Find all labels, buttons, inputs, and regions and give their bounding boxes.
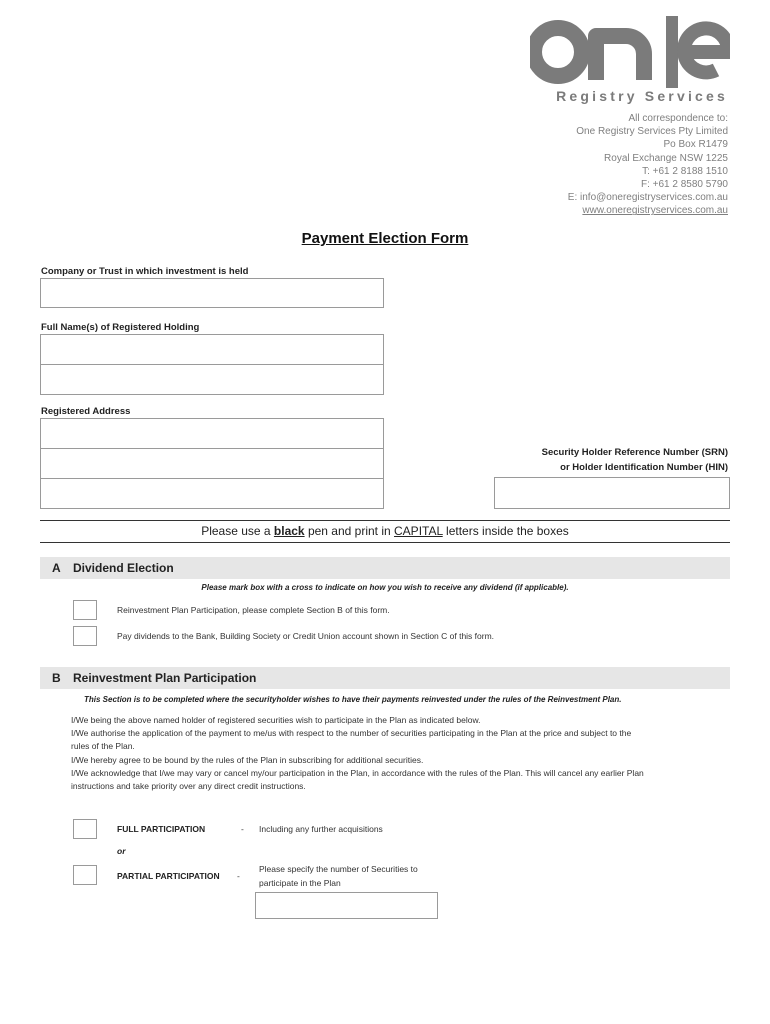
notice-capital: CAPITAL bbox=[394, 524, 443, 538]
full-participation-desc: Including any further acquisitions bbox=[259, 824, 383, 834]
notice-top-rule bbox=[40, 520, 730, 521]
notice-post: letters inside the boxes bbox=[442, 524, 569, 538]
instruction-notice bbox=[0, 524, 770, 538]
form-title: Payment Election Form bbox=[301, 230, 469, 247]
section-a-instruction: Please mark box with a cross to indicate on how you wish to receive any dividend (if applicable). bbox=[201, 583, 569, 592]
company-label: Company or Trust in which investment is held bbox=[41, 266, 249, 277]
partial-participation-label: PARTIAL PARTICIPATION bbox=[117, 871, 220, 881]
address-label: Registered Address bbox=[41, 406, 131, 417]
company-input[interactable] bbox=[40, 278, 384, 308]
declaration-line: instructions and take priority over any direct credit instructions. bbox=[71, 781, 306, 792]
full-participation-dash: - bbox=[241, 824, 244, 834]
partial-securities-input[interactable] bbox=[255, 892, 438, 919]
partial-participation-dash: - bbox=[237, 871, 240, 881]
section-b-declarations bbox=[71, 714, 721, 793]
partial-participation-desc-2: participate in the Plan bbox=[259, 878, 341, 888]
logo-tagline: Registry Services bbox=[556, 88, 728, 104]
section-b-header bbox=[40, 667, 730, 689]
one-registry-logo bbox=[530, 14, 730, 90]
section-a-header bbox=[40, 557, 730, 579]
section-a-letter: A bbox=[52, 561, 61, 575]
partial-participation-checkbox[interactable] bbox=[73, 865, 97, 885]
hin-label: or Holder Identification Number (HIN) bbox=[560, 462, 728, 473]
contact-po-box: Po Box R1479 bbox=[663, 139, 728, 151]
notice-pre: Please use a bbox=[201, 524, 274, 538]
section-b-letter: B bbox=[52, 671, 61, 685]
declaration-line: I/We acknowledge that I/we may vary or cancel my/our participation in the Plan, in accordance with the rules of the Plan. This will cancel any earlier Plan bbox=[71, 767, 644, 778]
notice-bottom-rule bbox=[40, 542, 730, 543]
contact-company: One Registry Services Pty Limited bbox=[576, 126, 728, 138]
partial-participation-desc-1: Please specify the number of Securities to bbox=[259, 864, 418, 874]
or-text: or bbox=[117, 846, 126, 856]
pay-to-bank-option-label: Pay dividends to the Bank, Building Society or Credit Union account shown in Section C of this form. bbox=[117, 631, 495, 641]
declaration-line: I/We hereby agree to be bound by the rules of the Plan in subscribing for additional securities. bbox=[71, 754, 424, 765]
declaration-line: I/We being the above named holder of registered securities wish to participate in the Plan as indicated below. bbox=[71, 715, 481, 725]
notice-mid: pen and print in bbox=[304, 524, 395, 538]
contact-fax: F: +61 2 8580 5790 bbox=[640, 179, 728, 191]
pay-to-bank-checkbox[interactable] bbox=[73, 626, 97, 646]
reinvestment-checkbox[interactable] bbox=[73, 600, 97, 620]
declaration-line: I/We authorise the application of the payment to me/us with respect to the number of securities participating in the Plan at the price and subject to the bbox=[71, 728, 632, 739]
holder-name-input-2[interactable] bbox=[40, 364, 384, 395]
address-input-2[interactable] bbox=[40, 448, 384, 479]
reinvestment-option-label: Reinvestment Plan Participation, please complete Section B of this form. bbox=[117, 605, 390, 615]
holder-name-input-1[interactable] bbox=[40, 334, 384, 365]
contact-block bbox=[470, 112, 728, 218]
address-input-1[interactable] bbox=[40, 418, 384, 449]
contact-phone: T: +61 2 8188 1510 bbox=[642, 165, 728, 177]
section-a-title: Dividend Election bbox=[73, 561, 174, 575]
contact-website-link[interactable]: www.oneregistryservices.com.au bbox=[582, 205, 728, 217]
contact-lead: All correspondence to: bbox=[628, 113, 728, 124]
full-participation-checkbox[interactable] bbox=[73, 819, 97, 839]
contact-locality: Royal Exchange NSW 1225 bbox=[604, 152, 728, 164]
section-b-instruction: This Section is to be completed where the securityholder wishes to have their payments reinvested under the rules of the Reinvestment Plan. bbox=[84, 695, 622, 704]
srn-label: Security Holder Reference Number (SRN) bbox=[541, 447, 728, 458]
address-input-3[interactable] bbox=[40, 478, 384, 509]
srn-hin-input[interactable] bbox=[494, 477, 730, 509]
declaration-line: rules of the Plan. bbox=[71, 741, 135, 752]
holder-label: Full Name(s) of Registered Holding bbox=[41, 322, 200, 333]
contact-email[interactable]: E: info@oneregistryservices.com.au bbox=[567, 192, 728, 204]
full-participation-label: FULL PARTICIPATION bbox=[117, 824, 206, 834]
section-b-title: Reinvestment Plan Participation bbox=[73, 671, 257, 685]
notice-black: black bbox=[273, 524, 305, 538]
